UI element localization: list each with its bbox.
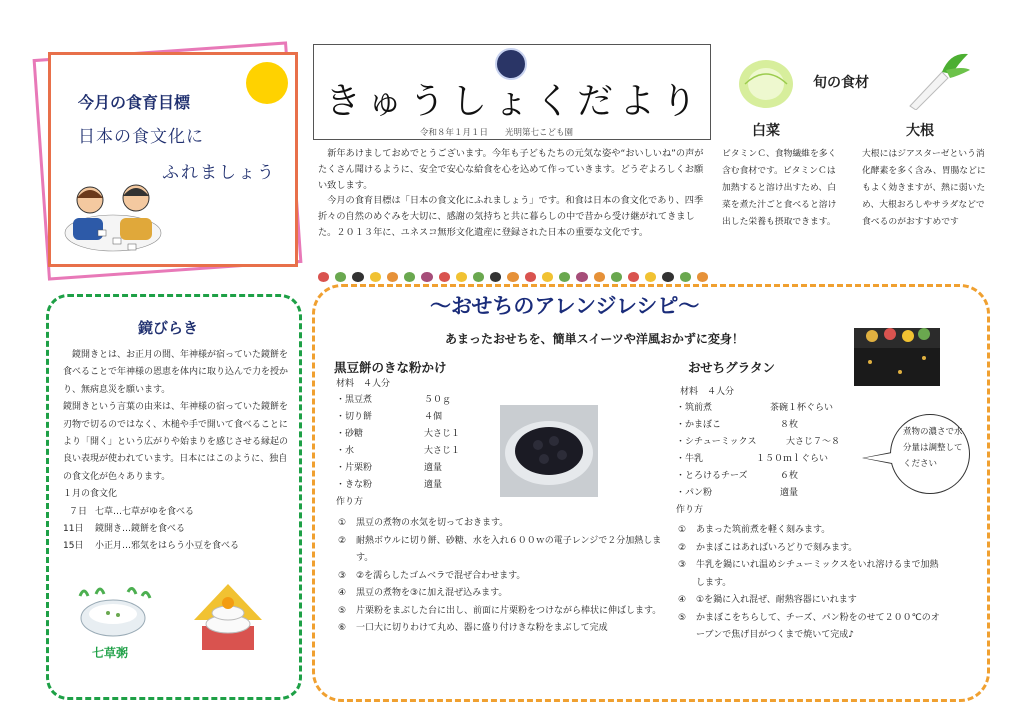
intro-text bbox=[318, 146, 710, 241]
recipe-step bbox=[338, 603, 668, 621]
ingredient-row bbox=[676, 451, 862, 468]
ingredient-amount: ５０ｇ bbox=[424, 395, 452, 405]
food-illustration-divider bbox=[318, 270, 708, 284]
ingredient-row bbox=[336, 477, 496, 494]
divider-food-icon bbox=[318, 272, 329, 282]
divider-food-icon bbox=[559, 272, 570, 282]
divider-food-icon bbox=[645, 272, 656, 282]
ingredient-amount: 適量 bbox=[780, 488, 799, 498]
step-number: ① bbox=[338, 518, 347, 528]
ingredient-name: ・とろけるチーズ bbox=[676, 471, 748, 481]
kagami-title: 鏡びらき bbox=[138, 319, 199, 337]
ingredient-amount: 適量 bbox=[424, 480, 443, 490]
divider-food-icon bbox=[421, 272, 432, 282]
ingredient-name: ・片栗粉 bbox=[336, 463, 373, 473]
recipe-step bbox=[338, 620, 668, 638]
osechi-title: ～おせちのアレンジレシピ～ bbox=[430, 294, 700, 318]
kagami-paragraph-2: 鏡開きという言葉の由来は、年神様の宿っていた鏡餅を刃物で切るのではなく、木槌や手で開いて食べることにより「開く」という広がりや始まりを感じさせる縁起の良い表現が使われています。日本にはこのように、独自の食文化が色々あります。 bbox=[63, 402, 289, 482]
ingredient-amount: 茶碗１杯ぐらい bbox=[770, 403, 834, 413]
step-number: ③ bbox=[338, 570, 347, 581]
ingredient-name: ・きな粉 bbox=[336, 480, 373, 490]
divider-food-icon bbox=[697, 272, 708, 282]
step-number: ② bbox=[678, 542, 687, 553]
ingredient-amount: 大さじ１ bbox=[424, 429, 461, 439]
step-text: 黒豆の煮物の水気を切っておきます。 bbox=[356, 518, 509, 528]
daikon-description: 大根にはジアスターゼという消化酵素を多く含み、胃腸などにもよく効きますが、熱に弱いため、大根おろしやサラダなどで食べるのがおすすめです bbox=[862, 149, 986, 227]
ingredient-name: ・砂糖 bbox=[336, 429, 364, 439]
culture-list bbox=[63, 504, 247, 556]
season-food-title: 旬の食材 bbox=[813, 75, 869, 91]
ingredient-amount: １５０ｍｌぐらい bbox=[756, 454, 829, 464]
step-number: ⑤ bbox=[678, 612, 687, 623]
ingredient-amount: 大さじ１ bbox=[424, 446, 461, 456]
ingredient-row bbox=[336, 392, 496, 409]
gratin-ingredients bbox=[676, 400, 862, 519]
step-number: ② bbox=[338, 535, 347, 546]
ingredient-row bbox=[676, 417, 862, 434]
kuromame-photo bbox=[500, 405, 598, 497]
osechi-subtitle: あまったおせちを、簡単スイーツや洋風おかずに変身！ bbox=[445, 332, 744, 346]
divider-food-icon bbox=[680, 272, 691, 282]
culture-text: 鏡開き…鏡餅を食べる bbox=[95, 524, 186, 535]
children-playing-illustration bbox=[58, 178, 168, 258]
ingredient-amount: 適量 bbox=[424, 463, 443, 473]
sun-illustration bbox=[246, 62, 288, 104]
kagami-body bbox=[63, 347, 291, 556]
hakusai-name: 白菜 bbox=[752, 123, 780, 139]
step-number: ③ bbox=[678, 560, 687, 570]
gratin-recipe-title: おせちグラタン bbox=[688, 360, 776, 375]
step-number: ④ bbox=[678, 595, 687, 605]
divider-food-icon bbox=[525, 272, 536, 282]
culture-item bbox=[63, 538, 247, 555]
step-number: ⑤ bbox=[338, 605, 347, 616]
intro-paragraph-1: 新年あけましておめでとうございます。今年も子どもたちの元気な姿や“おいしいね”の声がたくさん聞けるように、安全で安心な給食を心を込めて作っていきます。どうぞよろしくお願い致します。 bbox=[318, 148, 704, 191]
step-text: 片栗粉をまぶした台に出し、前面に片栗粉をつけながら棒状に伸ばします。 bbox=[356, 605, 662, 616]
ingredient-name: ・パン粉 bbox=[676, 488, 713, 498]
ingredient-row bbox=[336, 460, 496, 477]
nanakusa-gayu-label: 七草粥 bbox=[92, 646, 129, 660]
culture-day: 15日 bbox=[63, 541, 84, 552]
divider-food-icon bbox=[611, 272, 622, 282]
ingredient-name: ・筑前煮 bbox=[676, 403, 713, 413]
goal-title: 今月の食育目標 bbox=[78, 93, 191, 112]
divider-food-icon bbox=[387, 272, 398, 282]
divider-food-icon bbox=[507, 272, 518, 282]
step-text: かまぼこをちらして、チーズ、パン粉をのせて２００℃のオーブンで焦げ目がつくまで焼いて完成♪ bbox=[696, 612, 940, 640]
newsletter-title: きゅうしょくだより bbox=[325, 81, 704, 122]
recipe-step bbox=[338, 515, 668, 533]
culture-day: ７日 bbox=[69, 506, 88, 517]
intro-paragraph-2: 今月の食育目標は「日本の食文化にふれましょう」です。和食は日本の食文化であり、四季折々の自然のめぐみを大切に、感謝の気持ちと共に暮らしの中で昔から受け継がれてきました。２０１３年に、ユネスコ無形文化遺産に登録された日本の重要な文化です。 bbox=[318, 195, 704, 238]
recipe-step bbox=[338, 585, 668, 603]
daikon-name: 大根 bbox=[906, 123, 934, 139]
ingredient-amount: ４個 bbox=[424, 412, 443, 422]
hakusai-description: ビタミンＣ、食物繊維を多く含む食材です。ビタミンＣは加熱すると溶け出すため、白菜を煮た汁ごと食べると溶け出した栄養も摂取できます。 bbox=[722, 149, 837, 227]
recipe-step bbox=[678, 610, 940, 645]
step-text: かまぼこはあればいろどりで刻みます。 bbox=[696, 542, 858, 553]
ingredient-name: ・牛乳 bbox=[676, 454, 704, 464]
divider-food-icon bbox=[576, 272, 587, 282]
divider-food-icon bbox=[404, 272, 415, 282]
divider-food-icon bbox=[542, 272, 553, 282]
step-number: ① bbox=[678, 525, 687, 535]
kagami-paragraph-1: 鏡開きとは、お正月の間、年神様が宿っていた鏡餅を食べることで年神様の恩恵を体内に取り込んで力を授かり、無病息災を願います。 bbox=[63, 350, 289, 395]
method-label: 作り方 bbox=[336, 497, 364, 507]
daikon-icon bbox=[902, 48, 972, 110]
step-number: ④ bbox=[338, 588, 347, 598]
goal-text-line1: 日本の食文化に bbox=[78, 127, 204, 147]
ingredient-amount: ６枚 bbox=[780, 471, 799, 481]
culture-item bbox=[63, 504, 247, 521]
divider-food-icon bbox=[439, 272, 450, 282]
step-text: あまった筑前煮を軽く刻みます。 bbox=[696, 525, 831, 535]
culture-text: 七草…七草がゆを食べる bbox=[95, 506, 195, 517]
nanakusa-gayu-illustration bbox=[70, 586, 156, 648]
ingredient-name: ・切り餅 bbox=[336, 412, 373, 422]
speech-bubble: 煮物の濃さで水分量は調整してください bbox=[890, 414, 970, 494]
ingredient-amount: ８枚 bbox=[780, 420, 799, 430]
osechi-jubako-illustration bbox=[850, 318, 946, 390]
divider-food-icon bbox=[662, 272, 673, 282]
kinako-recipe-title: 黒豆餅のきな粉かけ bbox=[334, 360, 447, 375]
step-text: ②を濡らしたゴムベラで混ぜ合わせます。 bbox=[356, 570, 526, 581]
divider-food-icon bbox=[490, 272, 501, 282]
divider-food-icon bbox=[352, 272, 363, 282]
divider-food-icon bbox=[456, 272, 467, 282]
divider-food-icon bbox=[370, 272, 381, 282]
divider-food-icon bbox=[335, 272, 346, 282]
culture-title: １月の食文化 bbox=[63, 489, 118, 500]
divider-food-icon bbox=[473, 272, 484, 282]
ingredient-row bbox=[676, 434, 862, 451]
ingredient-amount: 大さじ７～８ bbox=[786, 437, 841, 447]
recipe-step bbox=[338, 568, 668, 586]
culture-item bbox=[63, 521, 247, 538]
ingredient-row bbox=[676, 400, 862, 417]
gratin-steps bbox=[678, 522, 940, 645]
step-text: 耐熱ボウルに切り餅、砂糖、水を入れ６００ｗの電子レンジで２分加熱します。 bbox=[356, 535, 662, 563]
issue-date-and-school: 令和８年１月１日 光明第七こども園 bbox=[420, 128, 574, 138]
ingredient-row bbox=[676, 485, 862, 502]
method-label: 作り方 bbox=[676, 505, 704, 515]
ingredient-name: ・かまぼこ bbox=[676, 420, 722, 430]
ingredient-name: ・水 bbox=[336, 446, 355, 456]
ingredient-name: ・シチューミックス bbox=[676, 437, 757, 447]
hakusai-icon bbox=[735, 54, 797, 112]
step-text: 一口大に切りわけて丸め、器に盛り付けきな粉をまぶして完成 bbox=[356, 623, 608, 633]
recipe-step bbox=[678, 557, 940, 592]
ingredient-row bbox=[336, 443, 496, 460]
culture-text: 小正月…邪気をはらう小豆を食べる bbox=[95, 541, 240, 552]
step-text: 牛乳を鍋にいれ温めシチューミックスをいれ溶けるまで加熱します。 bbox=[696, 560, 939, 588]
ingredient-row bbox=[336, 409, 496, 426]
step-number: ⑥ bbox=[338, 623, 347, 633]
kinako-serving: 材料 ４人分 bbox=[336, 379, 391, 389]
recipe-step bbox=[678, 592, 940, 610]
recipe-step bbox=[678, 540, 940, 558]
gratin-serving: 材料 ４人分 bbox=[680, 387, 735, 397]
divider-food-icon bbox=[594, 272, 605, 282]
ingredient-name: ・黒豆煮 bbox=[336, 395, 373, 405]
kinako-ingredients bbox=[336, 392, 496, 511]
recipe-step bbox=[338, 533, 668, 568]
divider-food-icon bbox=[628, 272, 639, 282]
kinako-steps bbox=[338, 515, 668, 638]
culture-day: 11日 bbox=[63, 524, 84, 535]
goal-text-line2: ふれましょう bbox=[162, 163, 276, 183]
speech-bubble-tail-fill bbox=[864, 453, 892, 463]
step-text: ①を鍋に入れ混ぜ、耐熱容器にいれます bbox=[696, 595, 857, 605]
ingredient-row bbox=[336, 426, 496, 443]
step-text: 黒豆の煮物を③に加え混ぜ込みます。 bbox=[356, 588, 508, 598]
kagami-mochi-illustration bbox=[190, 580, 266, 656]
ingredient-row bbox=[676, 468, 862, 485]
recipe-step bbox=[678, 522, 940, 540]
